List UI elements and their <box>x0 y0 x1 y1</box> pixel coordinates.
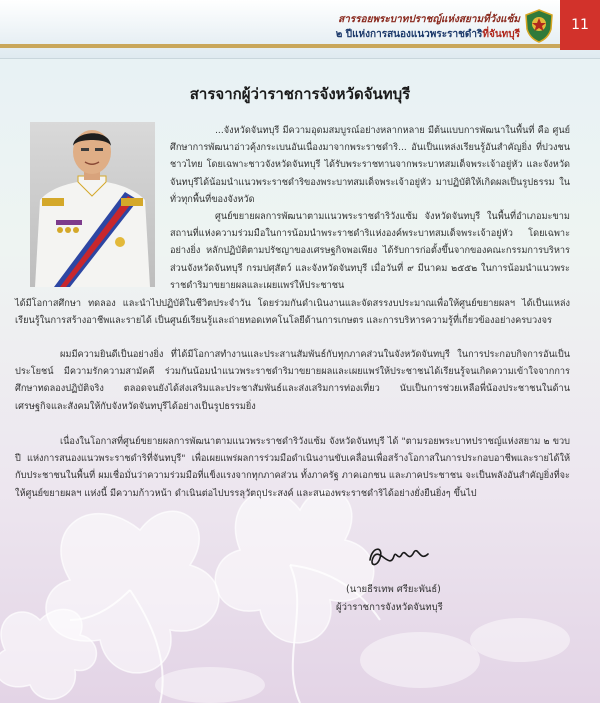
handwritten-signature <box>364 540 434 572</box>
signatory-name: (นายธีรเทพ ศรียะพันธ์) <box>346 584 441 595</box>
header-title-line2 <box>336 27 520 42</box>
header-gold-stripe <box>0 44 560 48</box>
governor-portrait <box>30 122 155 287</box>
paragraph-center-history: ศูนย์ขยายผลการพัฒนาตามแนวพระราชดำริวังแซ้ม จังหวัดจันทบุรี ในพื้นที่อำเภอมะขาม สถานที่แห่งความร่วมมือในการน้อมนำพระราชดำริแห่งองค์พระบาทสมเด็จพระเจ้าอยู่หัว โดยเฉพาะอย่างยิ่ง หลักปฏิบัติตามปรัชญาของเศรษฐกิจพอเพียง ได้รับการก่อตั้งขึ้นจากของคณะกรรมการบริหารส่วนจังหวัดจันทบุรี กรมปศุสัตว์ และจังหวัดจันทบุรี เมื่อวันที่ ๙ มีนาคม ๒๕๕๒ ในการน้อมนำแนวพระราชดำริมาขยายผลและเผยแพร่ให้ประชาชน <box>170 211 570 291</box>
page-number-badge: 11 <box>560 0 600 50</box>
page-title: สารจากผู้ว่าราชการจังหวัดจันทบุรี <box>189 85 411 103</box>
paragraph-center-history-continued: ได้มีโอกาสศึกษา ทดลอง และนำไปปฏิบัติในชีวิตประจำวัน โดยร่วมกันดำเนินงานและจัดสรรงบประมาณเพื่อให้ศูนย์ขยายผลฯ ได้เป็นแหล่งเรียนรู้ในการสร้างอาชีพและรายได้ เป็นศูนย์เรียนรู้และถ่ายทอดเทคโนโลยีด้านการเกษตร และการบริหารความรู้ที่เกี่ยวข้องอย่างครบวงจร <box>15 298 570 327</box>
header-line2-highlight: ที่จันทบุรี <box>482 29 520 40</box>
paragraph-closing: เนื่องในโอกาสที่ศูนย์ขยายผลการพัฒนาตามแนวพระราชดำริวังแซ้ม จังหวัดจันทบุรี ได้ "ตามรอยพระบาทปราชญ์แห่งสยาม ๒ ขวบปี แห่งการสนองแนวพระราชดำริที่จันทบุรี" เพื่อเผยแพร่ผลการร่วมมือดำเนินงานขับเคลื่อนเพื่อสร้างโอกาสในการประกอบอาชีพและรายได้ให้กับประชาชนในพื้นที่ ผมเชื่อมั่นว่าความร่วมมือที่แข็งแรงจากทุกภาคส่วน ทั้งภาครัฐ ภาคเอกชน และภาคประชาชน จะเป็นพลังอันสำคัญยิ่งที่จะให้ศูนย์ขยายผลฯ แห่งนี้ มีความก้าวหน้า ดำเนินต่อไปบรรลุวัตถุประสงค์ และสนองพระราชดำริได้อย่างยั่งยืนยิ่งๆ ขึ้นไป <box>15 436 570 499</box>
signatory-position: ผู้ว่าราชการจังหวัดจันทบุรี <box>336 602 443 613</box>
emblem-icon <box>524 9 554 43</box>
header-line2-prefix: ๒ ปีแห่งการสนองแนวพระราชดำริ <box>335 29 483 40</box>
paragraph-cooperation: ผมมีความยินดีเป็นอย่างยิ่ง ที่ได้มีโอกาสทำงานและประสานสัมพันธ์กับทุกภาคส่วนในจังหวัดจันทบุรี ในการประกอบกิจการอันเป็นประโยชน์ มีความรักความสามัคคี ร่วมกันน้อมนำแนวพระราชดำริมาขยายผลและเผยแพร่ให้ประชาชนได้เรียนรู้จนเกิดความเข้าใจจากการศึกษาทดลองปฏิบัติจริง ตลอดจนยังได้ส่งเสริมและประชาสัมพันธ์และส่งเสริมการท่องเที่ยว นับเป็นการช่วยเหลือพี่น้องประชาชนในด้านเศรษฐกิจและสังคมให้กับจังหวัดจันทบุรีได้อย่างเป็นรูปธรรมยิ่ง <box>15 349 570 412</box>
header-title-line1: สารรอยพระบาทปราชญ์แห่งสยามที่วังแซ้ม <box>338 14 520 25</box>
paragraph-intro: ...จังหวัดจันทบุรี มีความอุดมสมบูรณ์อย่างหลากหลาย มีต้นแบบการพัฒนาในพื้นที่ คือ ศูนย์ศึกษาการพัฒนาอ่าวคุ้งกระเบนอันเนื่องมาจากพระราชดำริ... อันเป็นแหล่งเรียนรู้อันสำคัญยิ่ง ที่ปวงชนชาวไทย โดยเฉพาะชาวจังหวัดจันทบุรี ได้รับพระราชทานจากพระบาทสมเด็จพระเจ้าอยู่หัว และจังหวัดจันทบุรีได้น้อมนำแนวพระราชดำริของพระบาทสมเด็จพระเจ้าอยู่หัว มาปฏิบัติให้เกิดผลเป็นรูปธรรม ในทั่วทุกพื้นที่ของจังหวัด <box>170 125 570 205</box>
floral-background-decoration <box>0 470 600 703</box>
